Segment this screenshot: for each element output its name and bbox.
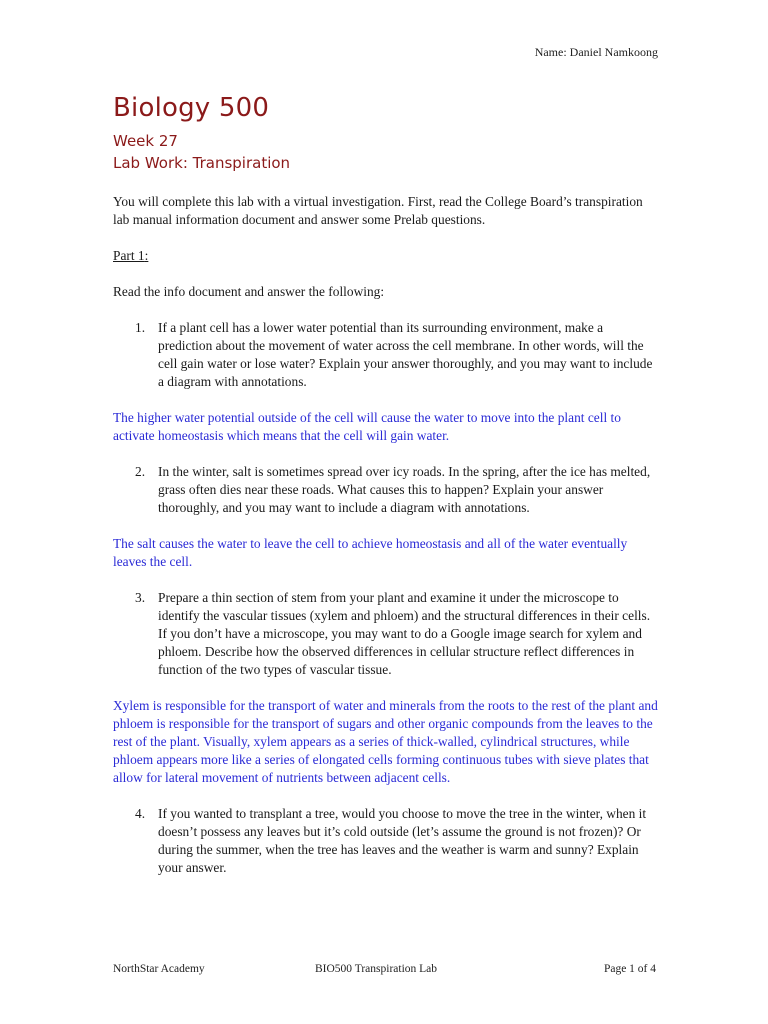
answer-3: Xylem is responsible for the transport of water and minerals from the roots to the rest of the plant and phloem is responsible for the transport of sugars and other organic compounds from the leaves to the rest of the plant. Visually, xylem appears as a series of thick-walled, cylindrical structures, while phloem appears more like a series of elongated cells forming continuous tubes with sieve plates that allow for lateral movement of nutrients between adjacent cells. [113,698,658,785]
week-heading: Week 27 [113,132,178,150]
student-name: Name: Daniel Namkoong [534,45,658,59]
lab-heading: Lab Work: Transpiration [113,154,291,172]
footer-school: NorthStar Academy [113,963,205,975]
question-text: If you wanted to transplant a tree, would you choose to move the tree in the winter, when it doesn’t possess any leaves but it’s cold outside (let’s assume the ground is not frozen)? Or during the summer, when the tree has leaves and the weather is warm and sunny? Explain your answer. [158,806,647,875]
answer-1: The higher water potential outside of the cell will cause the water to move into the plant cell to activate homeostasis which means that the cell will gain water. [113,410,621,443]
course-title: Biology 500 [113,93,270,123]
question-text: Prepare a thin section of stem from your plant and examine it under the microscope to identify the vascular tissues (xylem and phloem) and the structural differences in their cells. If you don’t have a microscope, you may want to do a Google image search for xylem and phloem. Describe how the observed differences in cellular structure reflect differences in function of the two types of vascular tissue. [158,590,651,677]
footer-page-number: Page 1 of 4 [603,963,656,975]
intro-paragraph: You will complete this lab with a virtual investigation. First, read the College Board’s transpiration lab manual information document and answer some Prelab questions. [113,194,643,227]
document-body [113,193,658,895]
question-number: 2. [135,464,146,479]
question-3 [113,589,658,679]
question-2 [113,463,658,517]
question-text: If a plant cell has a lower water potential than its surrounding environment, make a prediction about the movement of water across the cell membrane. In other words, will the cell gain water or lose water? Explain your answer thoroughly, and you may want to include a diagram with annotations. [158,320,653,389]
question-number: 3. [135,590,146,605]
question-number: 1. [135,320,146,335]
instructions: Read the info document and answer the following: [113,284,385,299]
question-1 [113,319,658,391]
part-colon: : [144,248,149,263]
question-number: 4. [135,806,146,821]
answer-2: The salt causes the water to leave the cell to achieve homeostasis and all of the water eventually leaves the cell. [113,536,628,569]
part-label: Part 1 [113,248,145,263]
question-text: In the winter, salt is sometimes spread over icy roads. In the spring, after the ice has melted, grass often dies near these roads. What causes this to happen? Explain your answer thoroughly, and you may want to include a diagram with annotations. [158,464,651,515]
footer-document-title: BIO500 Transpiration Lab [315,963,438,975]
question-4 [113,805,658,877]
part-heading [113,247,658,265]
